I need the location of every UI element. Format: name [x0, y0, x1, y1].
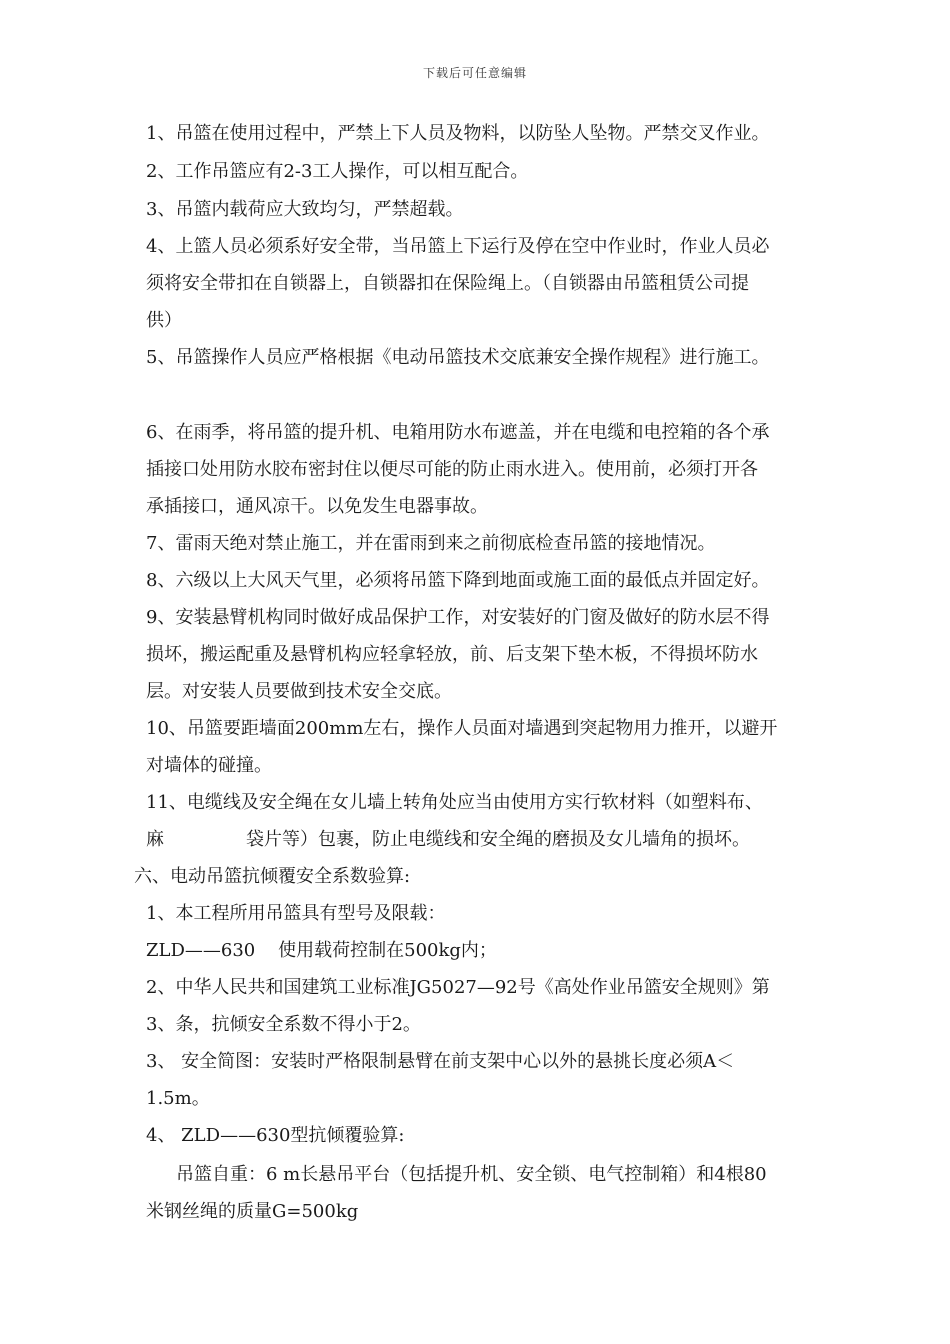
- text-line: 1.5m。: [146, 1088, 210, 1109]
- text-line: 插接口处用防水胶布密封住以便尽可能的防止雨水进入。使用前，必须打开各: [146, 459, 758, 480]
- text-line: 米钢丝绳的质量G=500kg: [146, 1201, 359, 1222]
- text-line: 4、 ZLD——630型抗倾覆验算:: [146, 1125, 405, 1146]
- text-line: [146, 828, 750, 852]
- text-line: 层。对安装人员要做到技术安全交底。: [146, 681, 452, 702]
- text-line: 损坏，搬运配重及悬臂机构应轻拿轻放，前、后支架下垫木板，不得损坏防水: [146, 644, 758, 665]
- text-line: 10、吊篮要距墙面200mm左右，操作人员面对墙遇到突起物用力推开，以避开: [146, 718, 778, 739]
- text-line: 供）: [146, 310, 182, 331]
- text-line: 对墙体的碰撞。: [146, 755, 272, 776]
- text-line: 1、本工程所用吊篮具有型号及限载：: [146, 903, 446, 924]
- text-fragment: 麻: [146, 829, 164, 850]
- text-line: 9、安装悬臂机构同时做好成品保护工作，对安装好的门窗及做好的防水层不得: [146, 607, 770, 628]
- text-line: 承插接口，通风凉干。以免发生电器事故。: [146, 496, 488, 517]
- text-line: 2、工作吊篮应有2-3工人操作，可以相互配合。: [146, 161, 529, 182]
- text-line: 3、吊篮内载荷应大致均匀，严禁超载。: [146, 199, 464, 220]
- text-line: 7、雷雨天绝对禁止施工，并在雷雨到来之前彻底检查吊篮的接地情况。: [146, 533, 716, 554]
- text-line: 8、六级以上大风天气里，必须将吊篮下降到地面或施工面的最低点并固定好。: [146, 570, 770, 591]
- page-header: 下载后可任意编辑: [422, 66, 527, 80]
- text-line: 6、在雨季，将吊篮的提升机、电箱用防水布遮盖，并在电缆和电控箱的各个承: [146, 422, 770, 443]
- text-line: 2、中华人民共和国建筑工业标准JG5027—92号《高处作业吊篮安全规则》第: [146, 977, 770, 998]
- text-line: 3、 安全简图：安装时严格限制悬臂在前支架中心以外的悬挑长度必须A＜: [146, 1051, 735, 1072]
- text-line: 须将安全带扣在自锁器上，自锁器扣在保险绳上。（自锁器由吊篮租赁公司提: [146, 273, 749, 294]
- text-line: 4、上篮人员必须系好安全带，当吊篮上下运行及停在空中作业时，作业人员必: [146, 236, 770, 257]
- text-line: 3、条，抗倾安全系数不得小于2。: [146, 1014, 421, 1035]
- text-line: 1、吊篮在使用过程中，严禁上下人员及物料，以防坠人坠物。严禁交叉作业。: [146, 123, 770, 144]
- text-line: 11、电缆线及安全绳在女儿墙上转角处应当由使用方实行软材料（如塑料布、: [146, 792, 763, 813]
- text-line: 吊篮自重：6 m长悬吊平台（包括提升机、安全锁、电气控制箱）和4根80: [176, 1164, 767, 1185]
- section-heading: 六、电动吊篮抗倾覆安全系数验算:: [134, 866, 411, 887]
- text-line: 5、吊篮操作人员应严格根据《电动吊篮技术交底兼安全操作规程》进行施工。: [146, 347, 770, 368]
- text-line: ZLD——630 使用载荷控制在500kg内；: [146, 940, 497, 961]
- text-fragment: 袋片等）包裹，防止电缆线和安全绳的磨损及女儿墙角的损坏。: [246, 829, 750, 850]
